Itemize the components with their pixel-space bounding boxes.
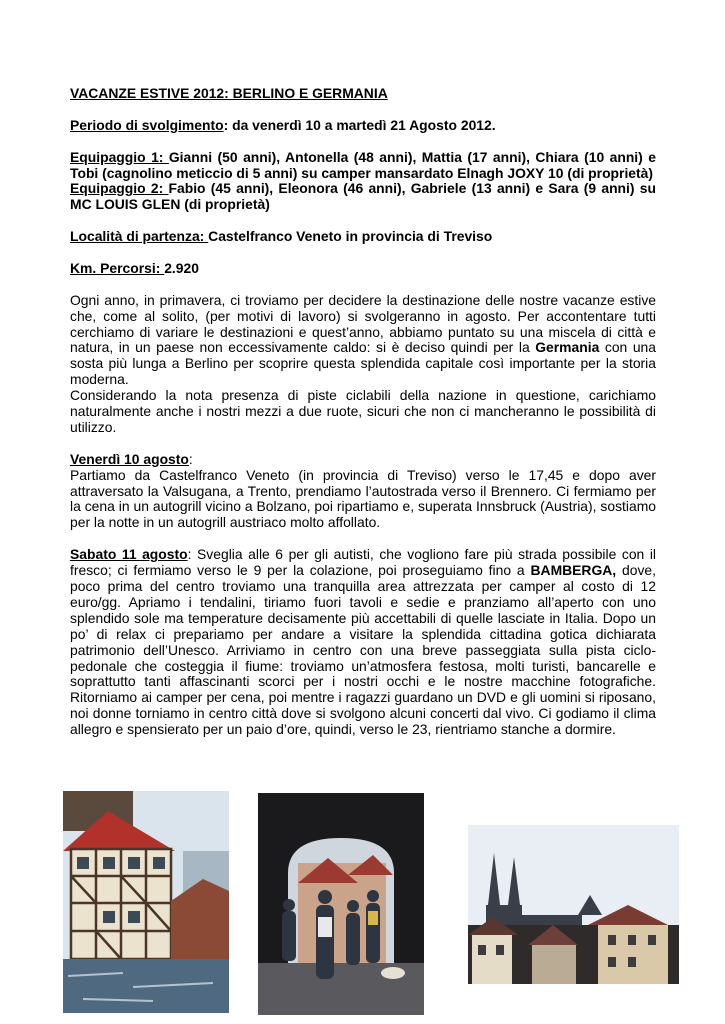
km-line: [70, 261, 656, 277]
departure-value: Castelfranco Veneto in provincia di Treviso: [208, 228, 493, 245]
intro1-text-b: con una sosta più lunga a Berlino per scoprire questa splendida capitale così importante per la storia moderna.: [70, 339, 657, 388]
crew1-label: Equipaggio 1:: [70, 148, 169, 165]
document-title: VACANZE ESTIVE 2012: BERLINO E GERMANIA: [70, 85, 388, 101]
intro-paragraph-1: [70, 293, 656, 388]
day2-bold: BAMBERGA,: [530, 562, 617, 579]
period-value: : da venerdì 10 a martedì 21 Agosto 2012.: [223, 116, 496, 133]
period-line: [70, 118, 656, 134]
crew1-value: Gianni (50 anni), Antonella (48 anni), Mattia (17 anni), Chiara (10 anni) e Tobi (cagnolino meticcio di 5 anni) su camper mansardato Elnagh JOXY 10 (di proprietà): [70, 148, 656, 181]
crew1-line: [70, 150, 656, 182]
day2-heading: Sabato 11 agosto: [70, 546, 188, 563]
document-body: [70, 86, 656, 738]
archway-people-photo: [258, 793, 424, 1015]
crew2-line: [70, 181, 656, 213]
day2-text-b: dove, poco prima del centro troviamo una tranquilla area attrezzata per camper al costo di 12 euro/gg. Apriamo i tendalini, tiriamo fuori tavoli e sedie e pranziamo all’aperto con uno splendido sole ma temperature decisamente più accettabili di quelle lasciate in Italia. Dopo un po’ di relax ci prepariamo per andare a visitare la splendida cittadina gotica dichiarata patrimonio dell’Unesco. Arriviamo in centro con una breve passeggiata sulla pista ciclo-pedonale che costeggia il fiume: troviamo un’atmosfera festosa, molti turisti, bancarelle e soprattutto tanti affascinanti scorci per i nostri occhi e le nostre macchine fotografiche. Ritorniamo ai camper per cena, poi mentre i ragazzi guardano un DVD e gli uomini si riposano, noi donne torniamo in centro città dove si svolgono alcuni concerti dal vivo. Ci godiamo il clima allegro e spensierato per un paio d’ore, quindi, verso le 23, rientriamo stanche a dormire.: [70, 562, 656, 738]
day1-paragraph: Partiamo da Castelfranco Veneto (in provincia di Treviso) verso le 17,45 e dopo aver attraversato la Valsugana, a Trento, prendiamo l’autostrada verso il Brennero. Ci fermiamo per la cena in un autogrill vicino a Bolzano, poi ripartiamo e, superata Innsbruck (Austria), sostiamo per la notte in un autogrill austriaco molto affollato.: [70, 466, 656, 531]
day1-heading: Venerdì 10 agosto: [70, 450, 189, 467]
departure-line: [70, 229, 656, 245]
departure-label: Località di partenza:: [70, 228, 209, 245]
day2-paragraph: [70, 547, 656, 738]
km-value: 2.920: [164, 259, 199, 276]
day1-colon: :: [188, 450, 193, 467]
km-label: Km. Percorsi:: [70, 259, 165, 276]
period-label: Periodo di svolgimento: [70, 116, 224, 133]
intro1-text-a: Ogni anno, in primavera, ci troviamo per decidere la destinazione delle nostre vacanze estive che, come al solito, (per motivi di lavoro) si svolgeranno in agosto. Per accontentare tutti cerchiamo di variare le destinazioni e quest’anno, abbiamo puntato su una miscela di città e natura, in un paese non eccessivamente caldo: si è deciso quindi per la: [70, 291, 656, 356]
day2-text-a: : Sveglia alle 6 per gli autisti, che vogliono fare più strada possibile con il fresco; ci fermiamo verso le 9 per la colazione, poi proseguiamo fino a: [70, 546, 656, 579]
intro1-bold: Germania: [535, 339, 600, 356]
half-timbered-house-photo: [63, 791, 229, 1013]
day1-heading-line: [70, 452, 656, 468]
crew2-label: Equipaggio 2:: [70, 180, 169, 197]
cathedral-skyline-photo: [468, 825, 679, 984]
crew2-value: Fabio (45 anni), Eleonora (46 anni), Gabriele (13 anni) e Sara (9 anni) su MC LOUIS GLEN (di proprietà): [70, 180, 656, 213]
intro-paragraph-2: Considerando la nota presenza di piste ciclabili della nazione in questione, carichiamo naturalmente anche i nostri mezzi a due ruote, sicuri che non ci mancheranno le possibilità di utilizzo.: [70, 387, 656, 435]
